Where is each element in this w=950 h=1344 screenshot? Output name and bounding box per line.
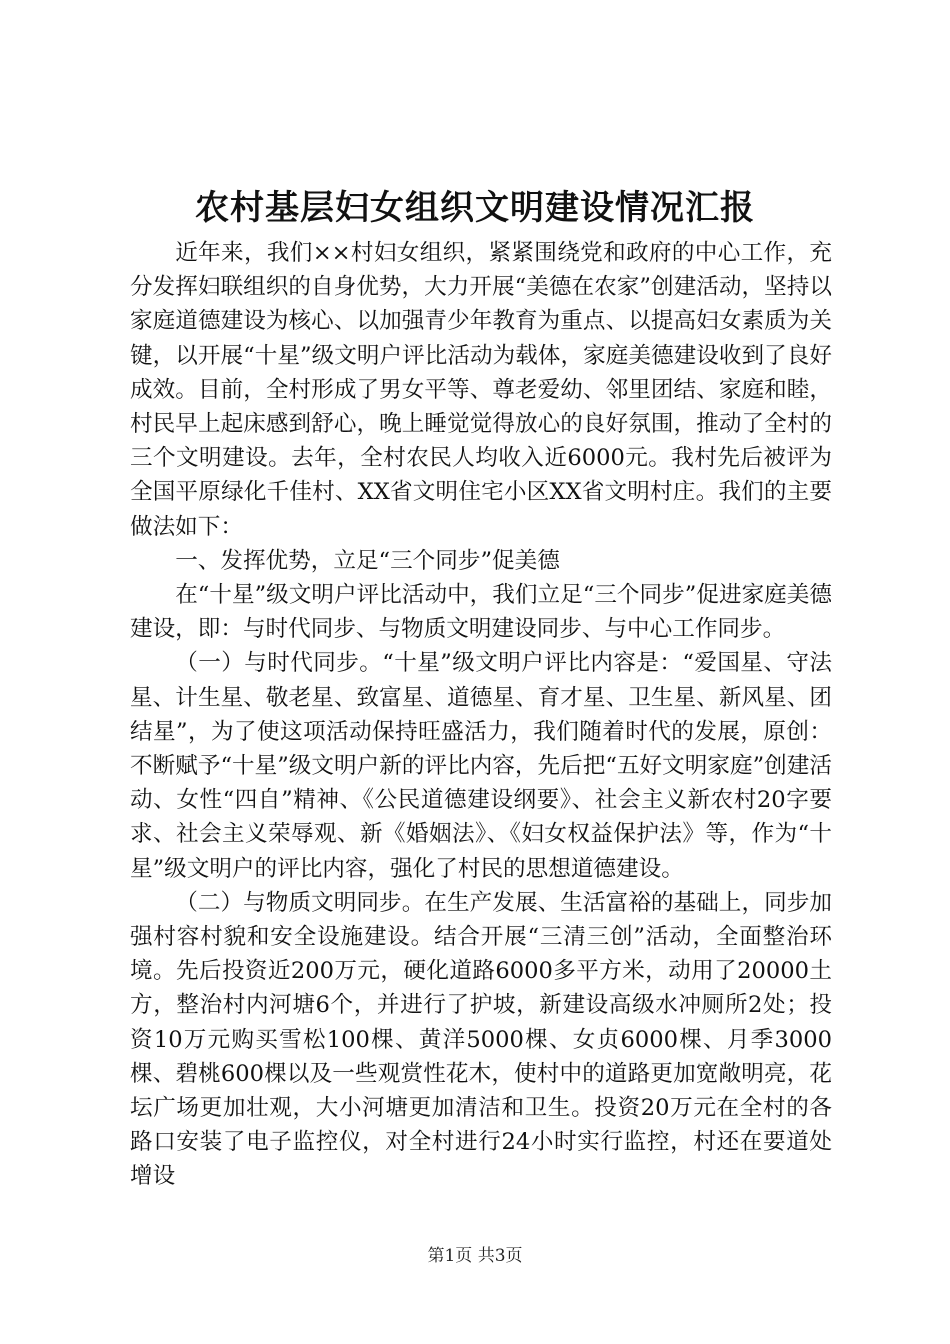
section-intro-paragraph: 在“十星”级文明户评比活动中，我们立足“三个同步”促进家庭美德建设，即：与时代同步、与物质文明建设同步、与中心工作同步。 (130, 582, 832, 643)
document-body (130, 236, 832, 1194)
document-title: 农村基层妇女组织文明建设情况汇报 (195, 188, 755, 228)
page-footer: 第1页 共3页 (427, 1246, 523, 1266)
subsection-two-paragraph: （二）与物质文明同步。在生产发展、生活富裕的基础上，同步加强村容村貌和安全设施建设。结合开展“三清三创”活动，全面整治环境。先后投资近200万元，硬化道路6000多平方米，动用了20000土方，整治村内河塘6个，并进行了护坡，新建设高级水冲厕所2处；投资10万元购买雪松100棵、黄洋5000棵、女贞6000棵、月季3000棵、碧桃600棵以及一些观赏性花木，使村中的道路更加宽敞明亮，花坛广场更加壮观，大小河塘更加清洁和卫生。投资20万元在全村的各路口安装了电子监控仪，对全村进行24小时实行监控，村还在要道处增设 (130, 889, 832, 1190)
section-heading: 一、发挥优势，立足“三个同步”促美德 (175, 547, 560, 574)
subsection-one-paragraph: （一）与时代同步。“十星”级文明户评比内容是：“爱国星、守法星、计生星、敬老星、致富星、道德星、育才星、卫生星、新风星、团结星”，为了使这项活动保持旺盛活力，我们随着时代的发展，原创：不断赋予“十星”级文明户新的评比内容，先后把“五好文明家庭”创建活动、女性“四自”精神、《公民道德建设纲要》、社会主义新农村20字要求、社会主义荣辱观、新《婚姻法》、《妇女权益保护法》等，作为“十星”级文明户的评比内容，强化了村民的思想道德建设。 (130, 650, 832, 882)
intro-paragraph: 近年来，我们××村妇女组织，紧紧围绕党和政府的中心工作，充分发挥妇联组织的自身优势，大力开展“美德在农家”创建活动，坚持以家庭道德建设为核心、以加强青少年教育为重点、以提高妇女素质为关键，以开展“十星”级文明户评比活动为载体，家庭美德建设收到了良好成效。目前，全村形成了男女平等、尊老爱幼、邻里团结、家庭和睦，村民早上起床感到舒心，晚上睡觉觉得放心的良好氛围，推动了全村的三个文明建设。去年，全村农民人均收入近6000元。我村先后被评为全国平原绿化千佳村、XX省文明住宅小区XX省文明村庄。我们的主要做法如下： (130, 240, 832, 540)
